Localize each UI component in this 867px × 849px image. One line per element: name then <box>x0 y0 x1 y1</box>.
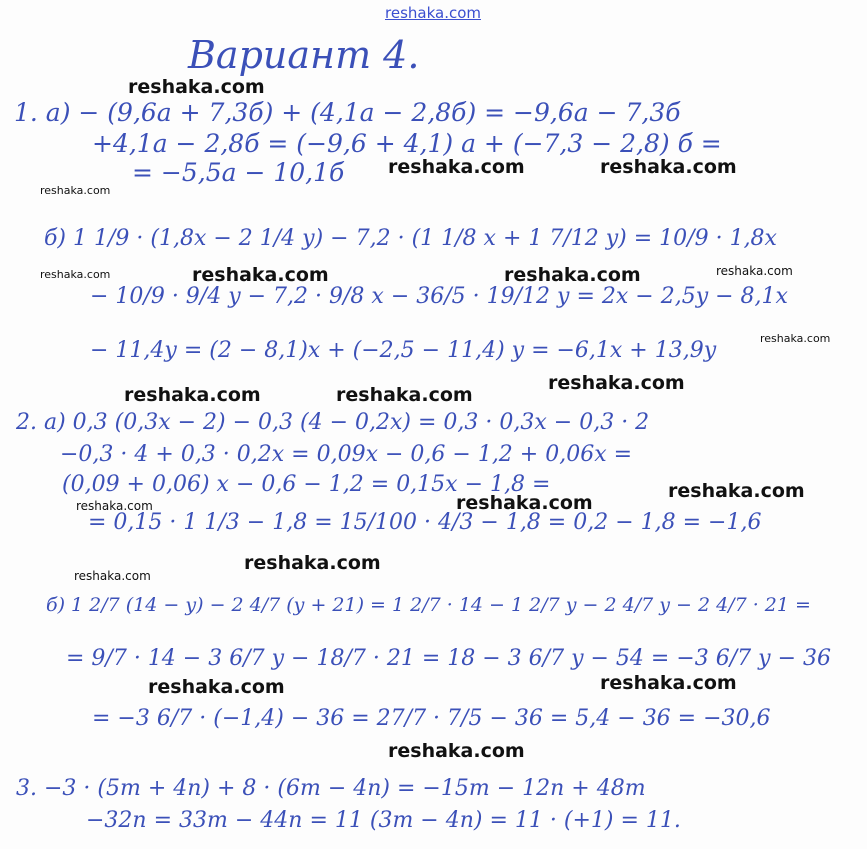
watermark: reshaka.com <box>668 480 805 502</box>
solution-line-11: б) 1 2/7 (14 − y) − 2 4/7 (y + 21) = 1 2/7 · 14 − 1 2/7 y − 2 4/7 y − 2 4/7 · 21 = <box>46 594 811 616</box>
solution-line-7: 2. а) 0,3 (0,3x − 2) − 0,3 (4 − 0,2x) = 0,3 · 0,3x − 0,3 · 2 <box>16 410 650 435</box>
watermark: reshaka.com <box>148 676 285 698</box>
watermark: reshaka.com <box>388 740 525 762</box>
watermark: reshaka.com <box>128 76 265 98</box>
variant-title: Вариант 4. <box>188 33 420 77</box>
watermark: reshaka.com <box>40 184 111 197</box>
watermark: reshaka.com <box>76 499 153 513</box>
solution-line-13: = −3 6/7 · (−1,4) − 36 = 27/7 · 7/5 − 36 = 5,4 − 36 = −30,6 <box>92 706 771 731</box>
solution-line-5: − 10/9 · 9/4 y − 7,2 · 9/8 x − 36/5 · 19/12 y = 2x − 2,5y − 8,1x <box>90 284 788 309</box>
watermark: reshaka.com <box>716 264 793 278</box>
solution-line-9: (0,09 + 0,06) x − 0,6 − 1,2 = 0,15x − 1,8 = <box>62 472 551 497</box>
watermark: reshaka.com <box>456 492 593 514</box>
watermark: reshaka.com <box>504 264 641 286</box>
solution-line-10: = 0,15 · 1 1/3 − 1,8 = 15/100 · 4/3 − 1,8 = 0,2 − 1,8 = −1,6 <box>88 510 762 535</box>
watermark: reshaka.com <box>244 552 381 574</box>
watermark: reshaka.com <box>192 264 329 286</box>
watermark: reshaka.com <box>760 332 831 345</box>
solution-line-1: 1. а) − (9,6а + 7,3б) + (4,1а − 2,8б) = −9,6а − 7,3б <box>14 98 681 127</box>
watermark: reshaka.com <box>600 156 737 178</box>
watermark: reshaka.com <box>600 672 737 694</box>
solution-line-14: 3. −3 · (5m + 4n) + 8 · (6m − 4n) = −15m − 12n + 48m <box>16 776 646 801</box>
solution-line-2: +4,1а − 2,8б = (−9,6 + 4,1) а + (−7,3 − 2,8) б = <box>92 129 722 158</box>
watermark: reshaka.com <box>336 384 473 406</box>
watermark: reshaka.com <box>40 268 111 281</box>
solution-line-3: = −5,5а − 10,1б <box>132 158 345 187</box>
watermark: reshaka.com <box>548 372 685 394</box>
solution-line-15: −32n = 33m − 44n = 11 (3m − 4n) = 11 · (+1) = 11. <box>86 808 681 833</box>
solution-line-4: б) 1 1/9 · (1,8x − 2 1/4 y) − 7,2 · (1 1/8 x + 1 7/12 y) = 10/9 · 1,8x <box>44 226 777 251</box>
watermark: reshaka.com <box>124 384 261 406</box>
source-link[interactable]: reshaka.com <box>385 4 481 22</box>
solution-line-8: −0,3 · 4 + 0,3 · 0,2x = 0,09x − 0,6 − 1,2 + 0,06x = <box>60 442 633 467</box>
solution-line-12: = 9/7 · 14 − 3 6/7 y − 18/7 · 21 = 18 − 3 6/7 y − 54 = −3 6/7 y − 36 <box>66 646 831 671</box>
watermark: reshaka.com <box>74 569 151 583</box>
watermark: reshaka.com <box>388 156 525 178</box>
solution-line-6: − 11,4y = (2 − 8,1)x + (−2,5 − 11,4) y = −6,1x + 13,9y <box>90 338 717 363</box>
